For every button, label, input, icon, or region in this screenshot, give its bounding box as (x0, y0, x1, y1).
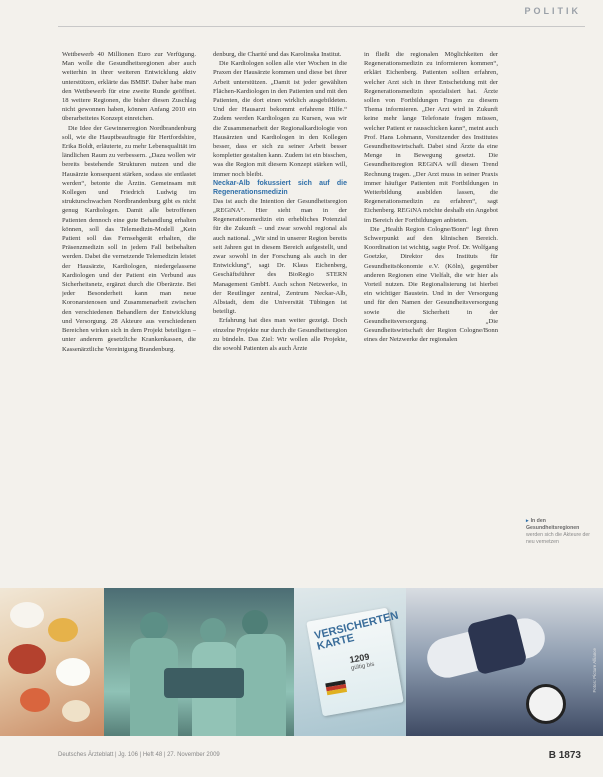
paragraph: Die Idee der Gewinnerregion Nordbrandenburg soll, wie die Hauptbeauftragte für Hertfordshire, Erika Boldt, erläuterte, zu mehr Lebensqualität im ländlichen Raum zu verbessern. „Dazu wollen wir bereits bestehende Strukturen nutzen und die Hausärzte konsequent stärken, sodass sie entlastet werden“, betonte die Ärztin. Gemeinsam mit Kollegen und Friedrich Ludwig im strukturschwachen Nordbrandenburg gibt es nicht genug Kardiologen. Damit alle betroffenen Patienten dennoch eine gute Behandlung erhalten können, soll das Telemedizin-Modell „Kein Patient soll das Fernsehgerät erhalten, die Präsenzmedizin soll in jedem Fall beibehalten werden. Dabei die vernetzende Telemedizin leistet der Hausärzte, Kardiologen, niedergelassene Kardiologen und der Patient ein Verbund aus Sicherheitsnetz, ergänzt durch die Oberärzte. Bei jeder Besonderheit kann man neue Koronarstenosen und Zusammenarbeit zwischen den verschiedenen Behandlern der Entwicklung und Versorgung. 28 Akteure aus verschiedenen Bereichen wirken sich in dem Projekt beteiligen – unter anderem gesetzliche Krankenkassen, die Kassenärztliche Vereinigung Brandenburg. (62, 124, 196, 353)
surgeon-head (242, 610, 268, 636)
operating-table (164, 668, 244, 698)
surgeon-head (200, 618, 226, 644)
article-subheading: Neckar-Alb fokussiert sich auf die Regenerationsmedizin (213, 179, 347, 196)
photo-strip (0, 588, 603, 736)
gauge-icon (526, 684, 566, 724)
section-label: POLITIK (524, 6, 581, 16)
paragraph: Das ist auch die Intention der Gesundheitsregion „REGiNA“. Hier sieht man in der Regenerationsmedizin ein erhebliches Potenzial für die Zukunft – und zwar sowohl regional als auch national. „Wir sind in unserer Region bereits seit Jahren gut in diesem Bereich aufgestellt, und zwar sowohl in der Forschung als auch in der Entwicklung“, sagt Dr. Klaus Eichenberg, Geschäftsführer des BioRegio STERN Management GmbH. Auch schon Netzwerke, in der Reutlinger zentral, Zentrum Neckar-Alb, Albstadt, dem die Universität Tübingen ist beteiligt. (213, 197, 347, 316)
pill-shape (56, 658, 90, 686)
paragraph: in fließt die regionalen Möglichkeiten der Regenerationsmedizin zu informieren kommen“, erklärt Eichenberg. Patienten sollten erfahren, welcher Arzt sich in ihrer Entscheidung mit der Regenerationsmedizin spezialisiert hat. Ärzte sollen von Fortbildungen Fragen zu diesem Thema informieren. „Der Arzt wird in Zukunft keine mehr lange Telefonate fragen müssen, welcher Patient er rausschicken kann“, meint auch Prof. Hans Lohmann, Vorsitzender des Institutes Gesundheitswirtschaft. Dabei sind Ärzte da eine Menge in Bewegung gesetzt. Die Gesundheitsregion REGiNA will diesen Trend Rechnung tragen. „Der Arzt muss in seiner Praxis immer häufiger Patienten mit Fortbildungen in Weiterbildung ausbilden lassen, die Regenerationsmedizin zu erfahren“, sagt Eichenberg. REGiNA möchte deshalb ein Angebot im Bereich der Fortbildungen anbieten. (364, 51, 498, 224)
pill-shape (8, 644, 46, 674)
paragraph: Wettbewerb 40 Millionen Euro zur Verfügung. Man wolle die Gesundheitsregionen aber auch weiterhin in ihrer weiteren Entwicklung aktiv unterstützen, erklärte das BMBF. Daher habe man den Wettbewerb für eine zweite Runde geöffnet. 18 weitere Regionen, die bisher diesen Zuschlag nicht gewonnen haben, können Anfang 2010 ein überarbeitetes Konzept einreichen. (62, 51, 196, 123)
footer-publication: Deutsches Ärzteblatt | Jg. 106 | Heft 48 | 27. November 2009 (58, 752, 220, 758)
article-column-1 (62, 50, 196, 586)
surgeon-head (140, 612, 168, 640)
pills-photo (0, 588, 104, 736)
caption-title: In den Gesundheitsregionen (526, 518, 580, 531)
article-column-2 (213, 50, 347, 586)
pill-shape (20, 688, 50, 712)
card-number: 1209 (348, 651, 371, 665)
caption-arrow-icon: ▸ (526, 518, 529, 524)
paragraph: Die „Health Region Cologne/Bonn“ legt ihren Schwerpunkt auf den klinischen Bereich. Koordination ist wichtig, sagte Prof. Dr. Wolfgang Goetzke, Direktor des Instituts für Gesundheitsökonomie e.V. (Köln), gegenüber anderen Regionen eine Vielfalt, die wir hier als Vorteil nutzen. Die Regionalisierung ist hierbei ein wichtiger Baustein. Und in der Versorgung und für den Namen der Gesundheitsversorgung sowie die Sicherheit in der Gesundheitsversorgung. „Die Gesundheitswirtschaft der Region Cologne/Bonn eines der Netzwerke der regionalen (364, 225, 498, 344)
card-title: VERSICHERTEN KARTE (313, 609, 400, 653)
pill-shape (48, 618, 78, 642)
header-rule (58, 26, 585, 27)
paragraph: Erfahrung hat dies man weiter gezeigt. Doch einzelne Projekte nur durch die Gesundheitsregion zu bündeln. Das Ziel: Wir wollen alle Projekte, die sowohl Patienten als auch Ärzte (213, 317, 347, 353)
insurance-card (306, 608, 403, 717)
card-validity: gültig bis (350, 661, 375, 672)
page-number: B 1873 (548, 750, 581, 761)
pill-shape (62, 700, 90, 722)
insurance-card-photo (294, 588, 406, 736)
caption-text: werden sich die Akteure der neu vernetzen (526, 532, 591, 545)
photo-caption (526, 518, 592, 546)
paragraph: Die Kardiologen sollen alle vier Wochen in die Praxen der Hausärzte kommen und diese bei ihrer Arbeit unterstützen. „Damit ist jeder gewählten Flächen-Kardiologen in den Patienten und mit den Patienten, die dort einen wirklich ausgebildeten. Und der Hausarzt bekommt erfahrene Hilfe.“ Zudem werden Kardiologen zu Kursen, was wir die Zusammenarbeit der Regionalkardiologie von Hausärzten und Kardiologen in den Kollegen besser, dass er sich zu seiner Arbeit besser kompletter gestalten kann. Zudem ist ein bisschen, was die Region mit diesem Konzept stärken will, immer noch bleibt. (213, 60, 347, 178)
page-footer (58, 750, 585, 764)
article-column-3 (364, 50, 498, 586)
paragraph: denburg, die Charité und das Karolinska Institut. (213, 51, 342, 58)
surgery-photo (104, 588, 294, 736)
flag-icon (325, 680, 347, 695)
pill-shape (10, 602, 44, 628)
blood-pressure-photo (406, 588, 603, 736)
photo-credit: Fotos: Picture Alliance (592, 648, 597, 693)
